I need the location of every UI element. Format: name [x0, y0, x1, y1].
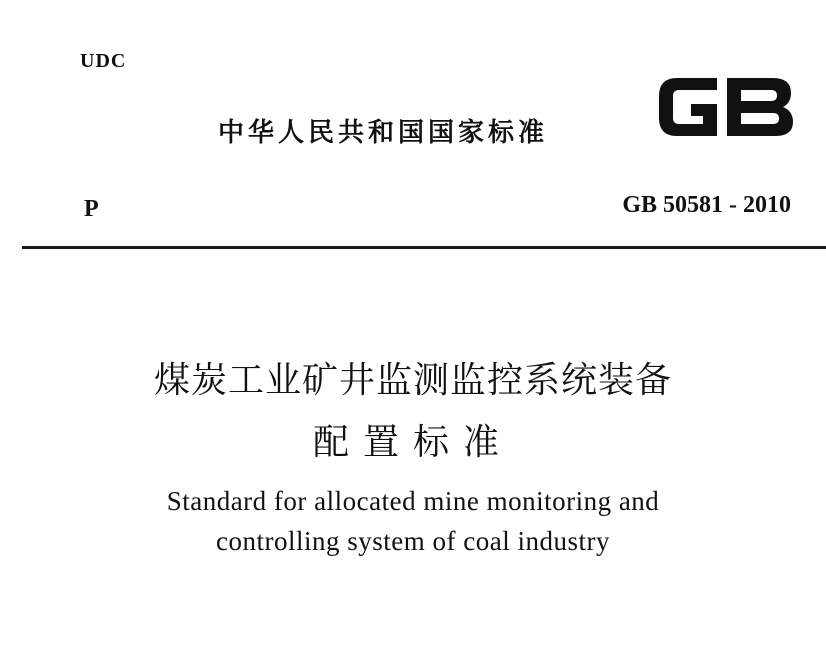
title-english-line2: controlling system of coal industry	[216, 526, 610, 556]
national-standard-heading: 中华人民共和国国家标准	[218, 118, 549, 148]
title-chinese-line1: 煤炭工业矿井监测监控系统装备	[153, 360, 672, 401]
title-english-line1: Standard for allocated mine monitoring and	[166, 486, 660, 516]
header-divider	[22, 246, 826, 249]
category-code: P	[84, 196, 99, 222]
udc-label: UDC	[80, 50, 127, 72]
standard-number: GB 50581 - 2010	[622, 192, 791, 218]
gb-logo	[655, 72, 797, 142]
gb-logo-graphic	[655, 72, 797, 142]
title-chinese-line2: 配置标准	[312, 422, 513, 463]
